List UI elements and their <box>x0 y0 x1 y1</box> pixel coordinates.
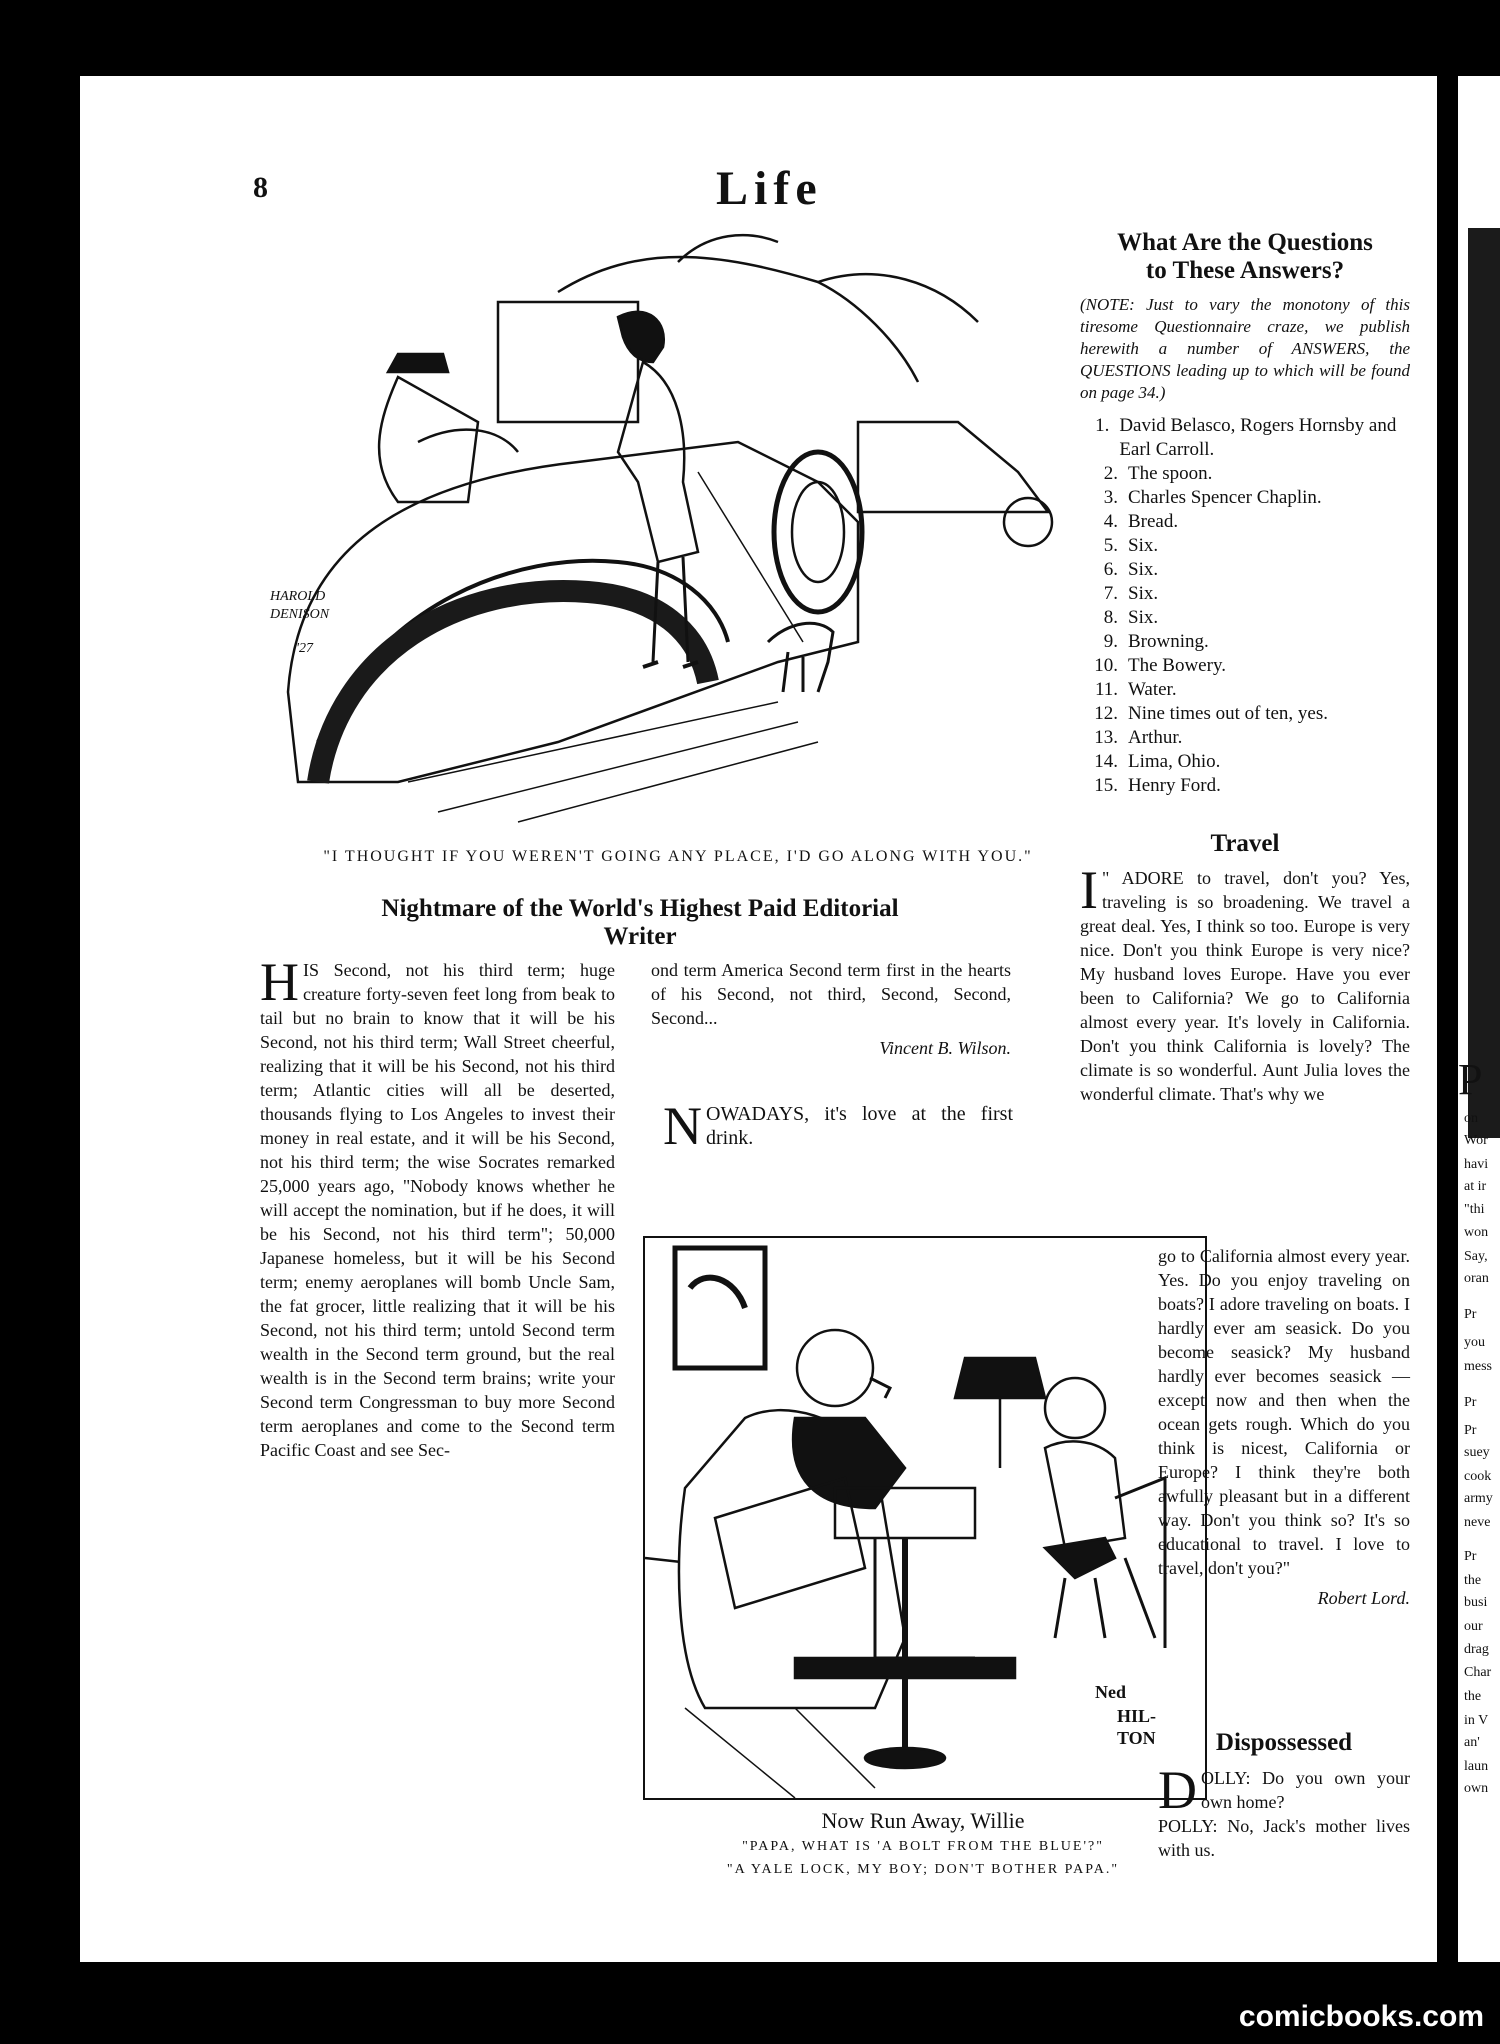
questions-title-line2: to These Answers? <box>1145 257 1345 284</box>
nowadays-text: OWADAYS, it's love at the first drink. <box>706 1103 1013 1149</box>
answer-number: 5. <box>1103 535 1118 556</box>
answer-item <box>1080 750 1410 774</box>
car-cartoon-illustration <box>258 222 1098 862</box>
dispossessed-title: Dispossessed <box>1215 1729 1353 1756</box>
next-page-fragment: Pr <box>1464 1307 1477 1322</box>
nowadays-paragraph <box>663 1096 1013 1156</box>
answer-text: Henry Ford. <box>1128 775 1221 796</box>
next-page-fragment: laun <box>1464 1759 1489 1774</box>
next-page-fragment: Say, <box>1464 1249 1488 1264</box>
willie-cartoon-frame <box>643 1236 1207 1800</box>
next-page-fragment: won <box>1464 1225 1489 1240</box>
answer-text: Six. <box>1128 607 1159 628</box>
dispossessed-text-2: POLLY: No, Jack's mother lives with us. <box>1158 1816 1410 1860</box>
next-page-fragment: own <box>1464 1781 1489 1796</box>
answer-text: Bread. <box>1128 511 1179 532</box>
next-page-fragment: our <box>1464 1619 1483 1634</box>
answer-item <box>1080 774 1410 798</box>
next-page-fragment: army <box>1464 1491 1493 1506</box>
nightmare-body-col2: ond term America Second term first in the hearts of his Second, not third, Second, Second, Second... <box>651 960 1011 1028</box>
answer-text: Six. <box>1128 583 1159 604</box>
travel-text-narrow: go to California almost every year. Yes. Do you enjoy traveling on boats? I adore traveling on boats. I hardly ever am seasick. Do you become seasick? My husband hardly ever becomes seasick — except now and then when the ocean gets rough. Which do you think is nicest, California or Europe? I think they're both awfully pleasant but in a different way. Don't you think so? It's so educational to travel. I love to travel, don't you?" <box>1158 1246 1410 1578</box>
answer-number: 11. <box>1094 679 1118 700</box>
next-page-fragment: oran <box>1464 1271 1489 1286</box>
answer-item <box>1080 486 1410 510</box>
answer-text: Nine times out of ten, yes. <box>1128 703 1328 724</box>
answer-number: 9. <box>1103 631 1118 652</box>
next-page-fragment: neve <box>1464 1515 1491 1530</box>
answer-text: Charles Spencer Chaplin. <box>1128 487 1322 508</box>
answer-item <box>1080 702 1410 726</box>
cartoon-signature-line1: HAROLD <box>270 589 326 604</box>
cartoon-signature-line2: DENISON <box>270 607 330 622</box>
answer-text: Water. <box>1128 679 1177 700</box>
next-page-fragment: Wor <box>1464 1133 1488 1148</box>
nightmare-column-1 <box>260 958 615 1768</box>
next-page-edge <box>1458 76 1500 1962</box>
dispossessed-drop-cap: D <box>1158 1760 1197 1820</box>
answer-number: 7. <box>1103 583 1118 604</box>
next-page-drop-cap: P <box>1458 1055 1483 1104</box>
willie-caption-line2: "A YALE LOCK, MY BOY; DON'T BOTHER PAPA." <box>726 1862 1120 1877</box>
willie-signature-line2: HIL- <box>1117 1706 1157 1726</box>
answer-item <box>1080 582 1410 606</box>
watermark: comicbooks.com <box>1238 2000 1484 2033</box>
next-page-fragment: Pr <box>1464 1395 1477 1410</box>
answer-number: 2. <box>1103 463 1118 484</box>
questions-note: (NOTE: Just to vary the monotony of this tiresome Questionnaire craze, we publish herewith a number of ANSWERS, the QUESTIONS leading up to which will be found on page 34.) <box>1080 295 1410 402</box>
next-page-fragment: Pr <box>1464 1549 1477 1564</box>
answer-item <box>1080 414 1410 462</box>
next-page-fragment: suey <box>1464 1445 1490 1460</box>
answer-number: 1. <box>1095 415 1110 436</box>
answer-number: 13. <box>1094 727 1118 748</box>
answer-text: Browning. <box>1128 631 1209 652</box>
travel-body-narrow <box>1158 1244 1410 1610</box>
next-page-fragment: the <box>1464 1573 1482 1588</box>
next-page-illustration-edge <box>1468 228 1500 1138</box>
next-page-fragment: the <box>1464 1689 1482 1704</box>
dispossessed-body <box>1158 1760 1410 1862</box>
willie-signature-line3: TON <box>1117 1728 1156 1748</box>
next-page-fragment: Pr <box>1464 1423 1477 1438</box>
answer-item <box>1080 726 1410 750</box>
next-page-fragment: an' <box>1464 1735 1480 1750</box>
answer-number: 10. <box>1094 655 1118 676</box>
travel-author: Robert Lord. <box>1317 1588 1410 1608</box>
nightmare-article-title: Nightmare of the World's Highest Paid Editorial Writer <box>381 895 899 950</box>
answer-item <box>1080 606 1410 630</box>
answer-item <box>1080 534 1410 558</box>
nightmare-column-2 <box>651 958 1011 1060</box>
answer-item <box>1080 462 1410 486</box>
answer-text: David Belasco, Rogers Hornsby and Earl Carroll. <box>1119 415 1397 460</box>
answer-text: Lima, Ohio. <box>1128 751 1221 772</box>
nowadays-drop-cap: N <box>663 1096 702 1156</box>
answer-number: 14. <box>1094 751 1118 772</box>
page-number: 8 <box>253 171 268 204</box>
answer-item <box>1080 678 1410 702</box>
willie-signature-line1: Ned <box>1095 1682 1126 1702</box>
nightmare-body-col1: IS Second, not his third term; huge creature forty-seven feet long from beak to tail but no brain to know that it will be his Second, not his third term; Wall Street cheerful, realizing that it will be his Second, not his third term; Atlantic cities will all be deserted, thousands flying to Los Angeles to invest their money in real estate, and it will be his Second, not his third term; the wise Socrates remarked 25,000 years ago, "Nobody knows whether he will accept the nomination, but if he does, it will be his Second, not his third term"; 50,000 Japanese homeless, but it will be his Second term; enemy aeroplanes will bomb Uncle Sam, the fat grocer, little realizing that it will be his Second, not his third term; untold Second term wealth in the Second term ground, but the real wealth is in the Second term brains; write your Second term Congressman to buy more Second term aeroplanes and come to the Second term Pacific Coast and see Sec- <box>260 960 615 1460</box>
next-page-fragment: on <box>1464 1111 1478 1126</box>
answer-item <box>1080 510 1410 534</box>
answer-item <box>1080 654 1410 678</box>
answer-number: 3. <box>1103 487 1118 508</box>
travel-text-wide: " ADORE to travel, don't you? Yes, traveling is so broadening. We travel a great deal. Yes, I think so too. Europe is very nice. Don't you think Europe is very nice? My husband loves Europe. Have you ever been to California? We go to California almost every year. It's lovely in California. Don't you think California is lovely? The climate is so wonderful. Aunt Julia loves the wonderful climate. That's why we <box>1080 868 1410 1104</box>
answer-number: 15. <box>1094 775 1118 796</box>
travel-drop-cap: I <box>1080 866 1098 920</box>
answer-number: 12. <box>1094 703 1118 724</box>
next-page-fragment: busi <box>1464 1595 1488 1610</box>
next-page-fragment: you <box>1464 1335 1485 1350</box>
answer-item <box>1080 630 1410 654</box>
questions-title-line1: What Are the Questions <box>1117 229 1373 256</box>
answer-text: Six. <box>1128 535 1159 556</box>
answers-list <box>1080 414 1410 798</box>
next-page-fragment: in V <box>1464 1713 1489 1728</box>
next-page-fragment: drag <box>1464 1642 1489 1657</box>
willie-caption-line1: "PAPA, WHAT IS 'A BOLT FROM THE BLUE'?" <box>742 1839 1104 1854</box>
answer-number: 8. <box>1103 607 1118 628</box>
next-page-fragment: Char <box>1464 1665 1492 1680</box>
cartoon-signature-line3: '27 <box>296 641 313 656</box>
answer-text: The spoon. <box>1128 463 1213 484</box>
nightmare-author: Vincent B. Wilson. <box>879 1038 1011 1058</box>
magazine-page <box>80 76 1437 1962</box>
next-page-fragment: mess <box>1464 1359 1492 1374</box>
travel-title: Travel <box>1210 830 1280 857</box>
travel-body-wide <box>1080 866 1410 1242</box>
willie-cartoon-illustration <box>645 1238 1205 1798</box>
top-cartoon-caption: "I THOUGHT IF YOU WEREN'T GOING ANY PLACE, I'D GO ALONG WITH YOU." <box>323 848 1033 865</box>
answer-number: 6. <box>1103 559 1118 580</box>
dispossessed-text: OLLY: Do you own your own home? <box>1201 1768 1410 1812</box>
answer-text: Arthur. <box>1128 727 1183 748</box>
nightmare-drop-cap: H <box>260 958 299 1012</box>
answer-text: The Bowery. <box>1128 655 1226 676</box>
next-page-fragment: cook <box>1464 1469 1492 1484</box>
answer-text: Six. <box>1128 559 1159 580</box>
next-page-fragment: havi <box>1464 1157 1489 1172</box>
next-page-fragment: at ir <box>1464 1179 1487 1194</box>
masthead-title: Life <box>716 162 823 215</box>
next-page-fragment: "thi <box>1464 1202 1485 1217</box>
answer-number: 4. <box>1103 511 1118 532</box>
willie-cartoon-title: Now Run Away, Willie <box>821 1808 1025 1833</box>
answer-item <box>1080 558 1410 582</box>
